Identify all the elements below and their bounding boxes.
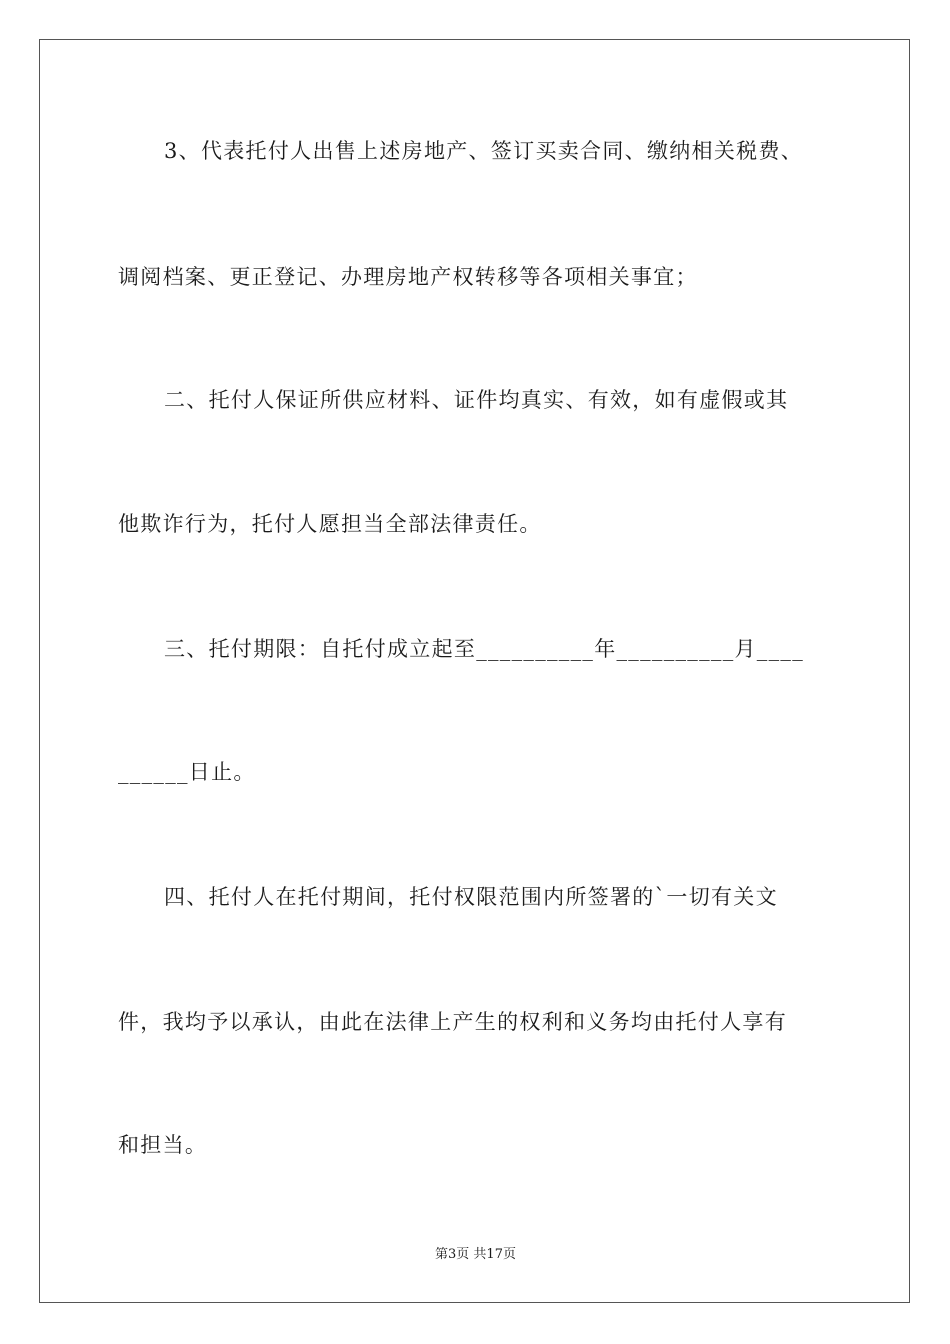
paragraph-line: 件，我均予以承认，由此在法律上产生的权利和义务均由托付人享有	[118, 1010, 787, 1034]
paragraph-line: 四、托付人在托付期间，托付权限范围内所签署的`一切有关文	[164, 885, 778, 909]
document-page	[39, 39, 910, 1303]
paragraph-line: 他欺诈行为，托付人愿担当全部法律责任。	[118, 512, 542, 536]
paragraph-line: 和担当。	[118, 1133, 208, 1157]
paragraph-line: 3、代表托付人出售上述房地产、签订买卖合同、缴纳相关税费、	[164, 139, 804, 163]
paragraph-line: 二、托付人保证所供应材料、证件均真实、有效，如有虚假或其	[164, 388, 789, 412]
page-number-footer: 第3页 共17页	[435, 1247, 516, 1262]
paragraph-line: ______日止。	[118, 760, 256, 784]
paragraph-line: 调阅档案、更正登记、办理房地产权转移等各项相关事宜；	[118, 265, 698, 289]
paragraph-line: 三、托付期限：自托付成立起至__________年__________月____	[164, 637, 804, 661]
